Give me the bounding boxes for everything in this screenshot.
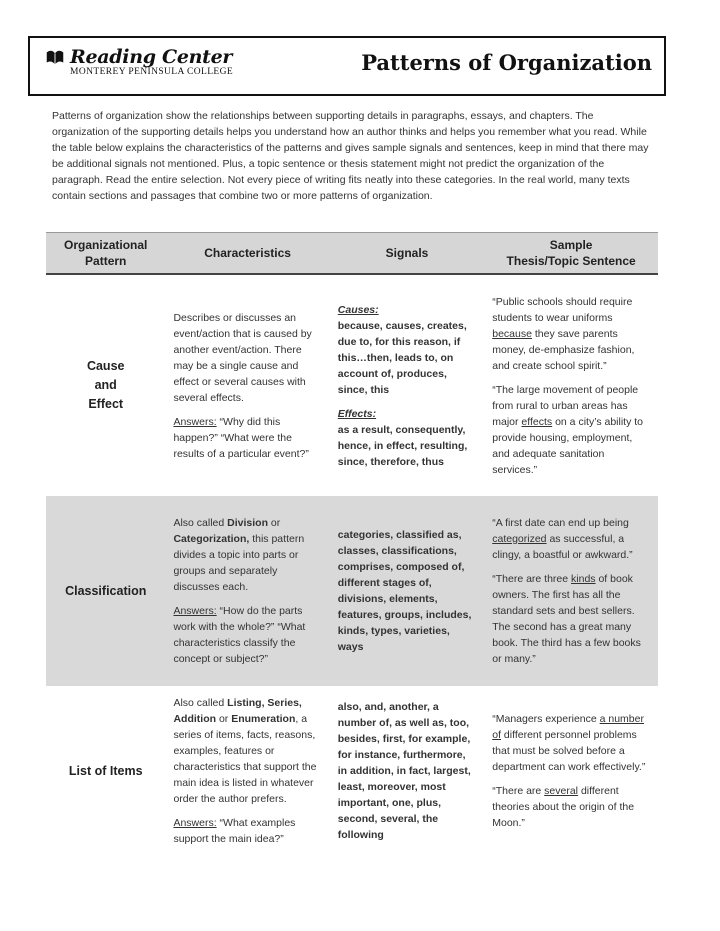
header-pattern (46, 233, 165, 275)
sample-text: “Managers experience (492, 713, 600, 725)
intro-paragraph: Patterns of organization show the relationships between supporting details in paragraphs, essays, and chapters. The organization of the supporting details helps you understand how an author thinks and helps you remember what you read. While the table below explains the characteristics of the patterns and gives sample signals and sentences, keep in mind that there may be additional signals not mentioned. Plus, a topic sentence or thesis statement might not predict the organization of the paragraph. Read the entire selection. Not every piece of writing fits neatly into these categories. In the real world, many texts contain sections and passages that combine two or more patterns of organization. (52, 110, 649, 202)
table-row (46, 686, 658, 856)
sample-sentence-1 (492, 515, 650, 563)
effects-signals: as a result, consequently, hence, in effect, resulting, since, therefore, thus (337, 423, 468, 468)
header-sample-line2: Thesis/Topic Sentence (506, 254, 636, 268)
characteristics-cell (165, 496, 329, 686)
answers-questions: “How do the parts work with the whole?” “What characteristics classify the concept or subject?” (173, 605, 306, 665)
signal-word: a number of (492, 713, 644, 741)
header-signals: Signals (330, 233, 484, 275)
sample-sentence-1 (492, 294, 650, 374)
logo-title: Reading Center (70, 46, 233, 68)
book-logo-icon (44, 46, 66, 68)
signal-word: because (492, 327, 532, 340)
signals-cell (330, 274, 484, 496)
header-characteristics: Characteristics (165, 233, 329, 275)
signals-cell: categories, classified as, classes, classifications, comprises, composed of, different stages of, divisions, elements, features, groups, includes, kinds, types, varieties, ways (330, 496, 484, 686)
pattern-classification: Classification (46, 496, 165, 686)
answers-label: Answers: (173, 415, 217, 428)
effects-block (338, 406, 476, 470)
sample-sentence-2 (492, 382, 650, 478)
sample-cell (484, 496, 658, 686)
char-text: this pattern divides a topic into parts or groups and separately discusses each. (173, 533, 305, 593)
causes-block (338, 302, 476, 398)
sample-text: different personnel problems that must be solved before a department can work effectively.” (492, 729, 646, 773)
effects-label: Effects: (337, 407, 377, 420)
char-text: Also called (173, 697, 228, 709)
causes-signals: because, causes, creates, due to, for this reason, if this…then, leads to, on account of, produces, since, this (337, 319, 467, 396)
characteristics-cell (165, 686, 329, 856)
sample-sentence-2 (492, 571, 650, 667)
sample-cell (484, 274, 658, 496)
char-text: or (216, 713, 232, 725)
answers-questions: “What examples support the main idea?” (173, 817, 296, 845)
sample-text: “There are three (492, 573, 572, 585)
sample-text: they save parents money, de-emphasize fashion, and create school spirit.” (492, 327, 635, 372)
char-term: Enumeration (231, 713, 296, 725)
sample-sentence-1 (492, 711, 650, 775)
characteristics-text (173, 515, 321, 595)
sample-text: different theories about the origin of the Moon.” (492, 785, 635, 829)
sample-text: of book owners. The first has all the standard sets and best sellers. The second has a great many book. The third has a few books or many.” (492, 573, 641, 665)
signal-word: effects (521, 415, 553, 428)
logo-subtitle: MONTEREY PENINSULA COLLEGE (70, 67, 234, 77)
char-term: Categorization, (173, 533, 250, 545)
sample-sentence-2 (492, 783, 650, 831)
answers-text (173, 815, 321, 847)
pattern-cause-effect (46, 274, 165, 496)
characteristics-text: Describes or discusses an event/action that is caused by another event/action. There may be a single cause and effect or several causes with several effects. (173, 311, 312, 404)
sample-text: “A first date can end up being (492, 517, 629, 529)
answers-label: Answers: (173, 817, 217, 829)
sample-text: as successful, a clingy, a boastful or awkward.” (492, 533, 633, 561)
signal-word: kinds (571, 573, 596, 585)
table-header-row (46, 233, 658, 275)
reading-center-logo (44, 46, 233, 77)
header-sample (484, 233, 658, 275)
patterns-table (46, 232, 658, 856)
table-row (46, 496, 658, 686)
char-text: or (268, 517, 281, 529)
signals-cell: also, and, another, a number of, as well as, too, besides, first, for example, for instance, furthermore, in addition, in fact, largest, least, moreover, most important, one, plus, second, several, the following (337, 701, 471, 841)
char-text: , a series of items, facts, reasons, examples, features or characteristics that support the main idea is listed in whatever order the author prefers. (173, 713, 317, 805)
header-pattern-line1: Organizational (64, 238, 148, 252)
signal-word: categorized (492, 533, 547, 545)
answers-label: Answers: (173, 605, 217, 617)
sample-text: “Public schools should require students to wear uniforms (492, 295, 633, 324)
sample-text: on a city’s ability to provide housing, employment, and adequate sanitation services.” (492, 415, 644, 476)
header-pattern-line2: Pattern (85, 254, 127, 268)
header-sample-line1: Sample (549, 238, 593, 252)
page-title: Patterns of Organization (361, 50, 652, 75)
char-term: Listing, Series, Addition (173, 697, 302, 725)
answers-text (173, 414, 321, 462)
char-term: Division (227, 517, 268, 529)
characteristics-text (173, 695, 321, 807)
document-header (28, 36, 666, 96)
characteristics-cell (165, 274, 329, 496)
causes-label: Causes: (337, 303, 379, 316)
char-text: Also called (173, 517, 228, 529)
pattern-name: Cause and Effect (86, 359, 125, 411)
pattern-list-of-items: List of Items (68, 763, 143, 778)
answers-questions: “Why did this happen?” “What were the results of a particular event?” (173, 415, 309, 460)
sample-text: “The large movement of people from rural to urban areas has major (492, 383, 639, 428)
sample-text: “There are (492, 785, 545, 797)
table-row (46, 274, 658, 496)
sample-cell (484, 686, 658, 856)
signal-word: several (544, 785, 579, 797)
answers-text (173, 603, 321, 667)
